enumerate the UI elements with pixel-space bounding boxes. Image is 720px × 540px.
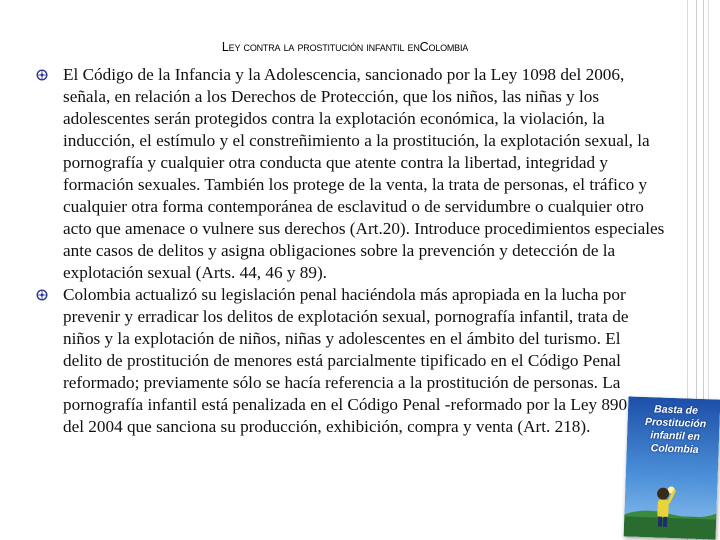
- circle-wheel-icon: [36, 289, 48, 301]
- slide-content: [36, 64, 670, 438]
- book-cover-image: [624, 396, 720, 539]
- bullet-text: Colombia actualizó su legislación penal haciéndola más apropiada en la lucha por prevenir y erradicar los delitos de explotación sexual, pornografía infantil, trata de niños y la explotación de niños, niñas y adolescentes en el ámbito del turismo. El delito de prostitución de menores está parcialmente tipificado en el Código Penal reformado; previamente sólo se hacía referencia a la prostitución de personas. La pornografía infantil está penalizada en el Código Penal -reformado por la Ley 890 del 2004 que sanciona su producción, exhibición, compra y venta (Art. 218).: [63, 285, 629, 436]
- book-cover-title: Basta de Prostitución infantil en Colombia: [644, 403, 707, 456]
- bullet-item: [36, 284, 670, 438]
- circle-wheel-icon: [36, 69, 48, 81]
- slide-title: Ley contra la prostitución infantil enColombia: [221, 40, 469, 54]
- bullet-text: El Código de la Infancia y la Adolescencia, sancionado por la Ley 1098 del 2006, señala, en relación a los Derechos de Protección, que los niños, las niñas y los adolescentes serán protegidos contra la explotación económica, la violación, la inducción, el estímulo y el constreñimiento a la prostitución, la explotación sexual, la pornografía y cualquier otra conducta que atente contra la libertad, integridad y formación sexuales. También los protege de la venta, la trata de personas, el tráfico y cualquier otra forma contemporánea de esclavitud o de servidumbre o cualquier otro acto que amenace o vulnere sus derechos (Art.20). Introduce procedimientos especiales ante casos de delitos y asigna obligaciones sobre la prevención y detección de la explotación sexual (Arts. 44, 46 y 89).: [63, 65, 665, 282]
- bullet-item: [36, 64, 670, 284]
